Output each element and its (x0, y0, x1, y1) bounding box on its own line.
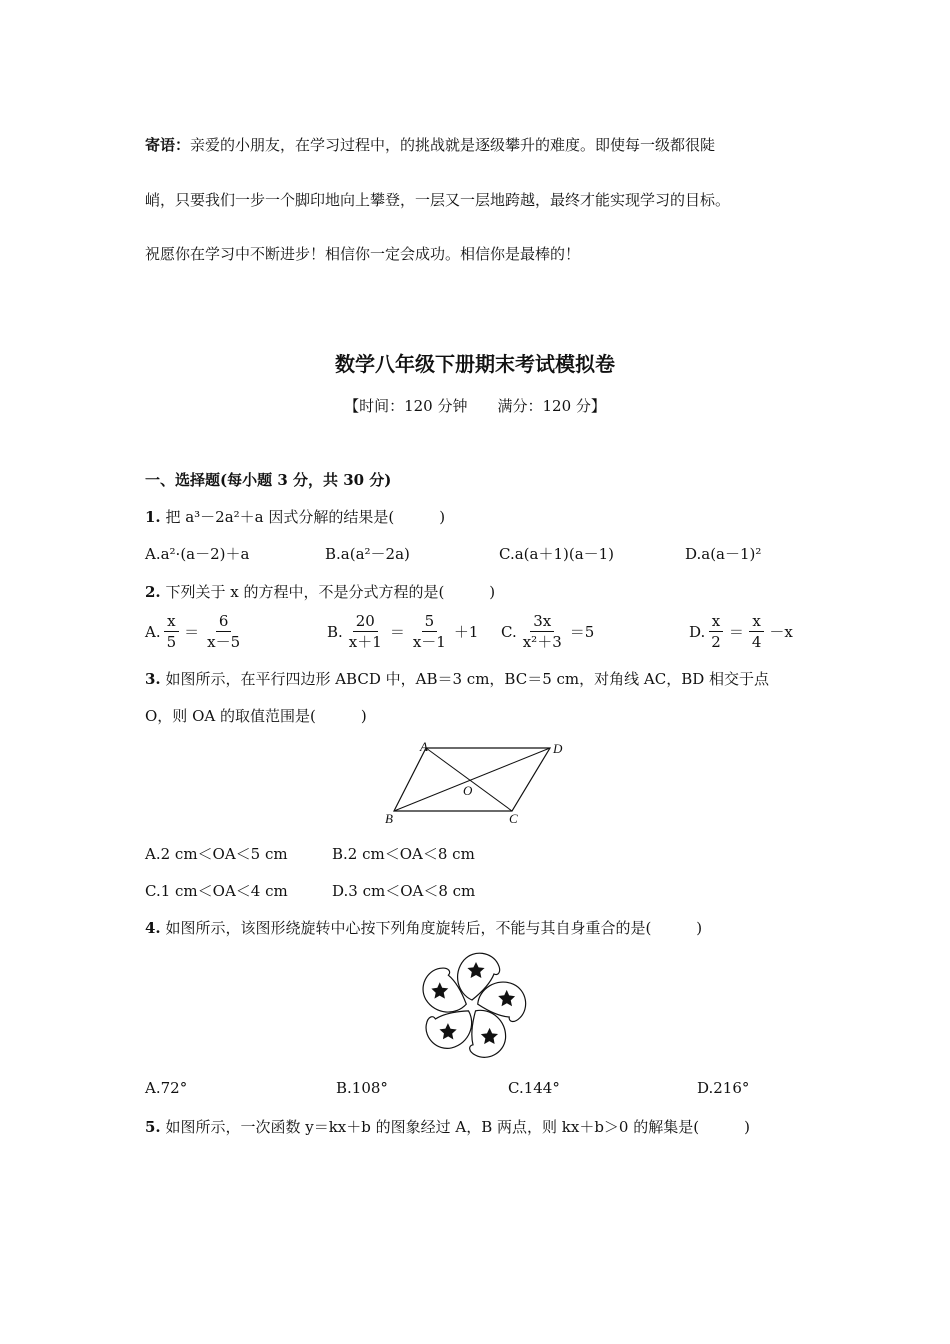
question-4 (145, 917, 702, 938)
question-text: 如图所示，该图形绕旋转中心按下列角度旋转后，不能与其自身重合的是( ) (165, 919, 703, 937)
message-line-1 (145, 134, 715, 155)
page-title: 数学八年级下册期末考试模拟卷 (335, 352, 615, 376)
vertex-d: D (553, 741, 563, 756)
fraction (410, 611, 449, 652)
q1-option-b: B.a(a²－2a) (325, 545, 410, 563)
q4-option-b: B.108° (336, 1079, 388, 1097)
fraction (164, 611, 180, 652)
denominator: x＋1 (348, 633, 382, 651)
q1-option-a: A.a²·(a－2)＋a (145, 545, 250, 563)
vertex-c: C (509, 811, 518, 826)
question-number: 4. (145, 919, 161, 937)
option-label: B. (327, 622, 343, 641)
question-2 (145, 581, 495, 602)
message-text-1: 亲爱的小朋友，在学习过程中，的挑战就是逐级攀升的难度。即使每一级都很陡 (190, 136, 716, 154)
exam-info: 【时间：120 分钟 满分：120 分】 (344, 397, 606, 415)
denominator: 4 (751, 633, 762, 651)
message-line-2: 峭，只要我们一步一个脚印地向上攀登，一层又一层地跨越，最终才能实现学习的目标。 (145, 191, 731, 209)
question-text: 如图所示，一次函数 y＝kx＋b 的图象经过 A，B 两点，则 kx＋b＞0 的解集是( ) (165, 1118, 750, 1136)
fraction (346, 611, 385, 652)
question-number: 3. (145, 670, 161, 688)
tail-term: ＋1 (453, 623, 479, 641)
diagonal-bd (394, 748, 550, 811)
diagonal-ac (426, 748, 512, 811)
question-3-line-2: O，则 OA 的取值范围是( ) (145, 707, 367, 725)
question-text: 如图所示，在平行四边形 ABCD 中，AB＝3 cm，BC＝5 cm，对角线 AC，BD 相交于点 (165, 670, 770, 688)
tail-term: ＝5 (569, 623, 595, 641)
equals: ＝ (184, 623, 200, 641)
question-text: 把 a³－2a²＋a 因式分解的结果是( ) (165, 508, 446, 526)
message-label: 寄语： (145, 136, 191, 154)
option-label: A. (145, 622, 161, 641)
fraction (749, 611, 765, 652)
option-label: C. (501, 622, 517, 641)
numerator: 3x (530, 611, 554, 632)
q3-option-b: B.2 cm＜OA＜8 cm (332, 845, 475, 863)
center-o: O (463, 783, 473, 798)
denominator: 2 (711, 633, 721, 651)
equals: ＝ (728, 623, 744, 641)
q2-option-c (501, 611, 596, 652)
question-3 (145, 668, 769, 689)
q1-option-d: D.a(a－1)² (685, 545, 762, 563)
question-number: 5. (145, 1118, 161, 1136)
numerator: x (749, 611, 763, 632)
numerator: 6 (216, 611, 232, 632)
bauhinia-flower-figure (410, 946, 535, 1068)
q3-option-a: A.2 cm＜OA＜5 cm (145, 845, 288, 863)
numerator: 20 (353, 611, 378, 632)
q4-option-c: C.144° (508, 1079, 560, 1097)
fraction (708, 611, 724, 652)
q1-option-c: C.a(a＋1)(a－1) (499, 545, 615, 563)
denominator: x－1 (412, 633, 446, 651)
question-1 (145, 506, 445, 527)
q3-option-c: C.1 cm＜OA＜4 cm (145, 882, 288, 900)
q2-option-d (689, 611, 795, 652)
denominator: x²＋3 (522, 633, 562, 651)
numerator: x (709, 611, 723, 632)
vertex-b: B (385, 811, 393, 826)
q4-option-a: A.72° (145, 1079, 188, 1097)
fraction (204, 611, 243, 652)
question-5 (145, 1116, 750, 1137)
section-heading: 一、选择题(每小题 3 分，共 30 分) (145, 471, 392, 489)
message-line-3: 祝愿你在学习中不断进步！相信你一定会成功。相信你是最棒的！ (145, 245, 581, 263)
q2-option-a (145, 611, 246, 652)
denominator: 5 (166, 633, 177, 651)
q4-option-d: D.216° (697, 1079, 750, 1097)
question-number: 2. (145, 583, 161, 601)
equals: ＝ (389, 623, 405, 641)
q2-option-b (327, 611, 480, 652)
numerator: x (164, 611, 178, 632)
option-label: D. (689, 622, 706, 641)
vertex-a: A (420, 739, 428, 754)
question-number: 1. (145, 508, 161, 526)
q3-option-d: D.3 cm＜OA＜8 cm (332, 882, 476, 900)
numerator: 5 (422, 611, 438, 632)
denominator: x－5 (207, 633, 241, 651)
tail-term: －x (769, 623, 793, 641)
parallelogram-figure (380, 738, 580, 830)
fraction (520, 611, 565, 652)
question-text: 下列关于 x 的方程中，不是分式方程的是( ) (165, 583, 496, 601)
